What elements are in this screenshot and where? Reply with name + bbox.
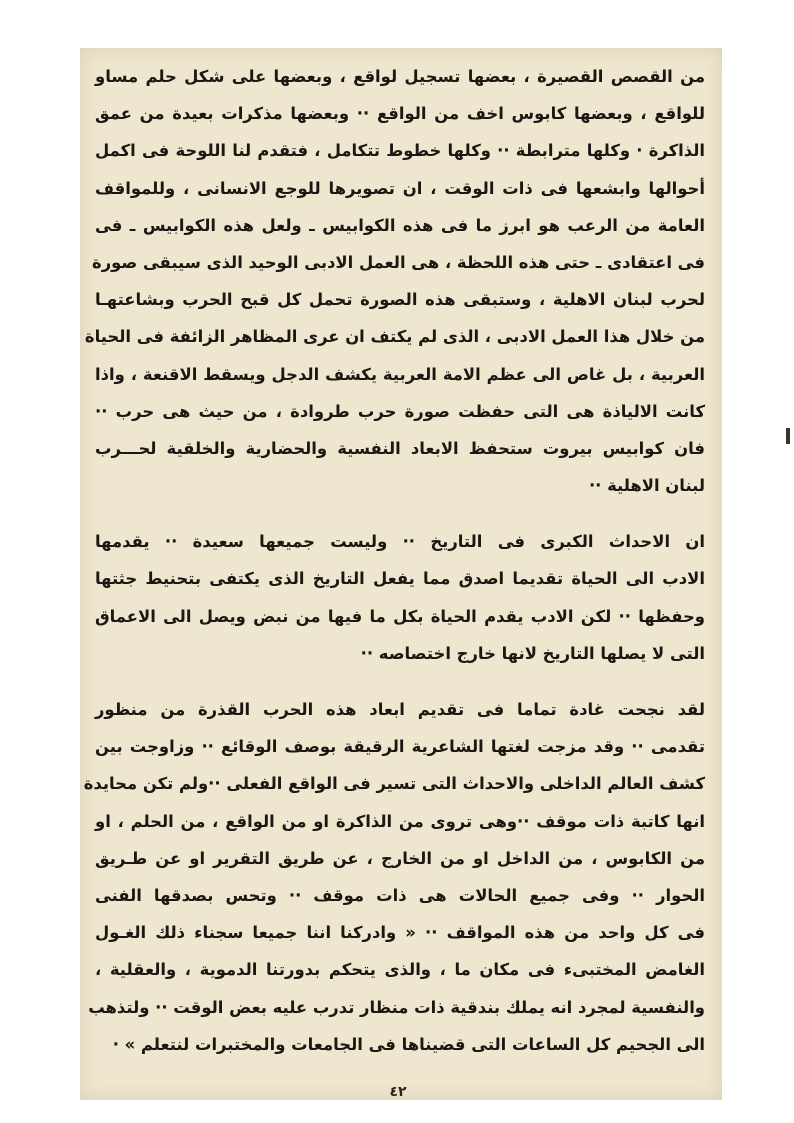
text-line: من خلال هذا العمل الادبى ، الذى لم يكتف ان عرى المظاهر الزائفة فى الحياة xyxy=(84,327,705,347)
text-line: أحوالها وابشعها فى ذات الوقت ، ان تصويرها للوجع الانسانى ، وللمواقف xyxy=(95,178,705,198)
text-line: فى اعتقادى ـ حتى هذه اللحظة ، هى العمل الادبى الوحيد الذى سيبقى صورة xyxy=(92,252,705,272)
text-line: تقدمى ·· وقد مزجت لغتها الشاعرية الرقيقة بوصف الوقائع ·· وزاوجت بين xyxy=(95,737,705,757)
text-line: لبنان الاهلية ·· xyxy=(588,476,705,496)
text-line: العربية ، بل غاص الى عظم الامة العربية يكشف الدجل ويسقط الاقنعة ، واذا xyxy=(95,364,705,384)
text-line: من الكابوس ، من الداخل او من الخارج ، عن طريق التقرير او عن طـريق xyxy=(95,848,705,868)
margin-mark xyxy=(786,428,790,444)
paragraph-2 xyxy=(95,523,705,672)
text-line: لقد نجحت غادة تماما فى تقديم ابعاد هذه الحرب القذرة من منظور xyxy=(95,700,705,719)
paragraph-3 xyxy=(83,691,705,1063)
text-line: وحفظها ·· لكن الادب يقدم الحياة بكل ما فيها من نبض ويصل الى الاعماق xyxy=(95,606,705,626)
text-line: الحوار ·· وفى جميع الحالات هى ذات موقف ·· وتحس بصدقها الفنى xyxy=(95,885,705,905)
text-line: الذاكرة · وكلها مترابطة ·· وكلها خطوط تتكامل ، فتقدم لنا اللوحة فى اكمل xyxy=(95,141,705,161)
text-line: كشف العالم الداخلى والاحداث التى تسير فى الواقع الفعلى ··ولم تكن محايدة xyxy=(83,774,705,794)
text-line: كانت الالياذة هى التى حفظت صورة حرب طروادة ، من حيث هى حرب ·· xyxy=(95,401,705,421)
page-number: ٤٢ xyxy=(389,1084,407,1100)
text-line: الى الجحيم كل الساعات التى قضيناها فى الجامعات والمختبرات لنتعلم » · xyxy=(112,1034,705,1054)
text-line: ان الاحداث الكبرى فى التاريخ ·· وليست جميعها سعيدة ·· يقدمها xyxy=(95,532,705,552)
text-line: للواقع ، وبعضها كابوس اخف من الواقع ·· وبعضها مذكرات بعيدة من عمق xyxy=(95,104,705,124)
text-line: التى لا يصلها التاريخ لانها خارج اختصاصه ·· xyxy=(360,643,705,663)
paragraph-1 xyxy=(84,58,705,504)
text-line: العامة من الرعب هو ابرز ما فى هذه الكوابيس ـ ولعل هذه الكوابيس ـ فى xyxy=(95,215,705,235)
text-line: الادب الى الحياة تقديما اصدق مما يفعل التاريخ الذى يكتفى بتحنيط جثتها xyxy=(95,569,705,589)
text-line: انها كاتبة ذات موقف ··وهى تروى من الذاكرة او من الواقع ، من الحلم ، او xyxy=(95,811,705,831)
text-line: فان كوابيس بيروت ستحفظ الابعاد النفسية والحضارية والخلقية لحـــرب xyxy=(95,438,705,458)
text-line: والنفسية لمجرد انه يملك بندقية ذات منظار تدرب عليه بعض الوقت ·· ولتذهب xyxy=(88,997,705,1017)
text-line: من القصص القصيرة ، بعضها تسجيل لواقع ، وبعضها على شكل حلم مساو xyxy=(95,67,705,86)
text-line: فى كل واحد من هذه المواقف ·· « وادركنا اننا جميعا سجناء ذلك الغـول xyxy=(95,923,705,943)
body-text xyxy=(83,58,705,1063)
text-line: لحرب لبنان الاهلية ، وستبقى هذه الصورة تحمل كل قبح الحرب وبشاعتهـا xyxy=(95,290,705,310)
text-line: الغامض المختبىء فى مكان ما ، والذى يتحكم بدورتنا الدموية ، والعقلية ، xyxy=(95,960,705,980)
